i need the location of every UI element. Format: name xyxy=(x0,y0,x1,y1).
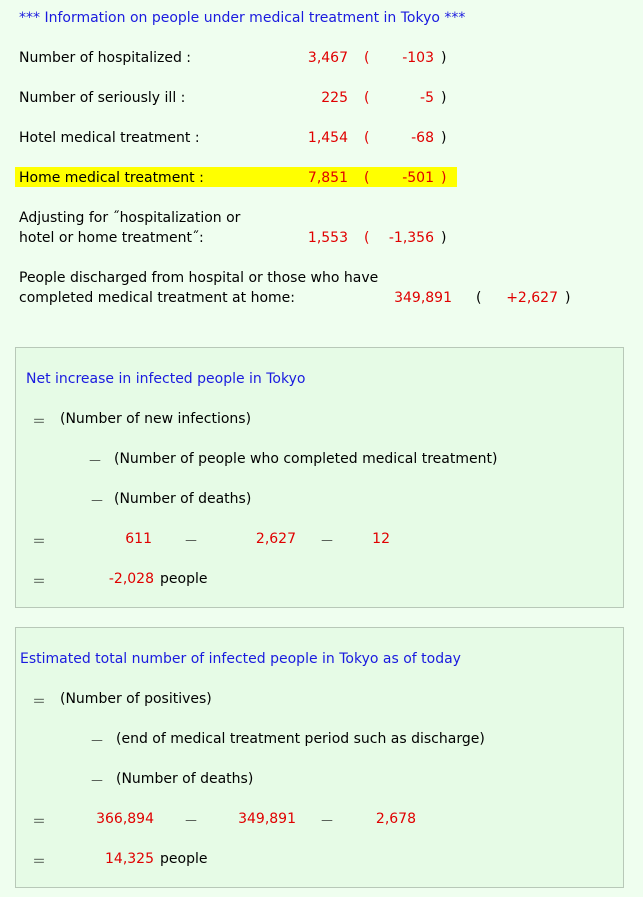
value-new-infections: 611 xyxy=(125,531,152,547)
formula-completed-treatment: (Number of people who completed medical treatment) xyxy=(114,451,498,467)
stat-value-adjusting: 1,553 xyxy=(307,230,348,246)
formula-new-infections: (Number of new infections) xyxy=(60,411,252,427)
formula-positives: (Number of positives) xyxy=(60,691,212,707)
minus-sign: － xyxy=(320,814,334,830)
stat-label-discharged-1: People discharged from hospital or those who have xyxy=(19,270,379,286)
minus-sign: － xyxy=(184,814,198,830)
stat-label-adjusting-1: Adjusting for ˝hospitalization or xyxy=(19,210,241,226)
stat-close-paren: ) xyxy=(441,50,447,66)
stat-open-paren: ( xyxy=(364,90,370,106)
equals-sign: ＝ xyxy=(32,574,46,590)
minus-sign: － xyxy=(320,534,334,550)
stat-open-paren: ( xyxy=(364,130,370,146)
stat-open-paren: ( xyxy=(364,50,370,66)
formula-deaths: (Number of deaths) xyxy=(116,771,254,787)
stat-label-hospitalized: Number of hospitalized : xyxy=(19,50,192,66)
unit-people: people xyxy=(160,851,208,867)
equals-sign: ＝ xyxy=(32,694,46,710)
estimated-total-result: 14,325 xyxy=(105,851,154,867)
minus-sign: － xyxy=(90,734,104,750)
stat-value-seriously-ill: 225 xyxy=(321,90,348,106)
stat-delta-home: -501 xyxy=(402,170,434,186)
stat-label-adjusting-2: hotel or home treatment˝: xyxy=(19,230,204,246)
minus-sign: － xyxy=(88,454,102,470)
stat-value-hospitalized: 3,467 xyxy=(307,50,348,66)
stat-close-paren: ) xyxy=(441,130,447,146)
stat-value-hotel: 1,454 xyxy=(307,130,348,146)
value-end-of-treatment: 349,891 xyxy=(238,811,296,827)
equals-sign: ＝ xyxy=(32,854,46,870)
minus-sign: － xyxy=(90,494,104,510)
stat-delta-adjusting: -1,356 xyxy=(388,230,434,246)
stat-close-paren: ) xyxy=(441,170,447,186)
stat-close-paren: ) xyxy=(441,230,447,246)
minus-sign: － xyxy=(90,774,104,790)
unit-people: people xyxy=(160,571,208,587)
stat-delta-hotel: -68 xyxy=(411,130,434,146)
equals-sign: ＝ xyxy=(32,414,46,430)
stat-label-hotel: Hotel medical treatment : xyxy=(19,130,200,146)
stat-open-paren: ( xyxy=(364,170,370,186)
value-deaths: 2,678 xyxy=(375,811,416,827)
stat-open-paren: ( xyxy=(476,290,482,306)
equals-sign: ＝ xyxy=(32,534,46,550)
minus-sign: － xyxy=(184,534,198,550)
stat-delta-hospitalized: -103 xyxy=(402,50,434,66)
page-header: *** Information on people under medical treatment in Tokyo *** xyxy=(19,10,466,26)
stat-delta-seriously-ill: -5 xyxy=(420,90,434,106)
formula-deaths: (Number of deaths) xyxy=(114,491,252,507)
stat-value-home: 7,851 xyxy=(307,170,348,186)
formula-end-of-treatment: (end of medical treatment period such as discharge) xyxy=(116,731,485,747)
stat-close-paren: ) xyxy=(441,90,447,106)
value-completed-treatment: 2,627 xyxy=(255,531,296,547)
value-deaths: 12 xyxy=(372,531,390,547)
estimated-total-title: Estimated total number of infected people in Tokyo as of today xyxy=(20,651,461,667)
stat-value-discharged: 349,891 xyxy=(394,290,452,306)
net-increase-result: -2,028 xyxy=(108,571,154,587)
value-positives: 366,894 xyxy=(96,811,154,827)
stat-label-home: Home medical treatment : xyxy=(19,170,204,186)
net-increase-title: Net increase in infected people in Tokyo xyxy=(26,371,306,387)
stat-label-discharged-2: completed medical treatment at home: xyxy=(19,290,295,306)
equals-sign: ＝ xyxy=(32,814,46,830)
stat-open-paren: ( xyxy=(364,230,370,246)
stat-label-seriously-ill: Number of seriously ill : xyxy=(19,90,186,106)
stat-close-paren: ) xyxy=(565,290,571,306)
stat-delta-discharged: +2,627 xyxy=(506,290,558,306)
net-increase-panel xyxy=(15,347,624,608)
estimated-total-panel xyxy=(15,627,624,888)
